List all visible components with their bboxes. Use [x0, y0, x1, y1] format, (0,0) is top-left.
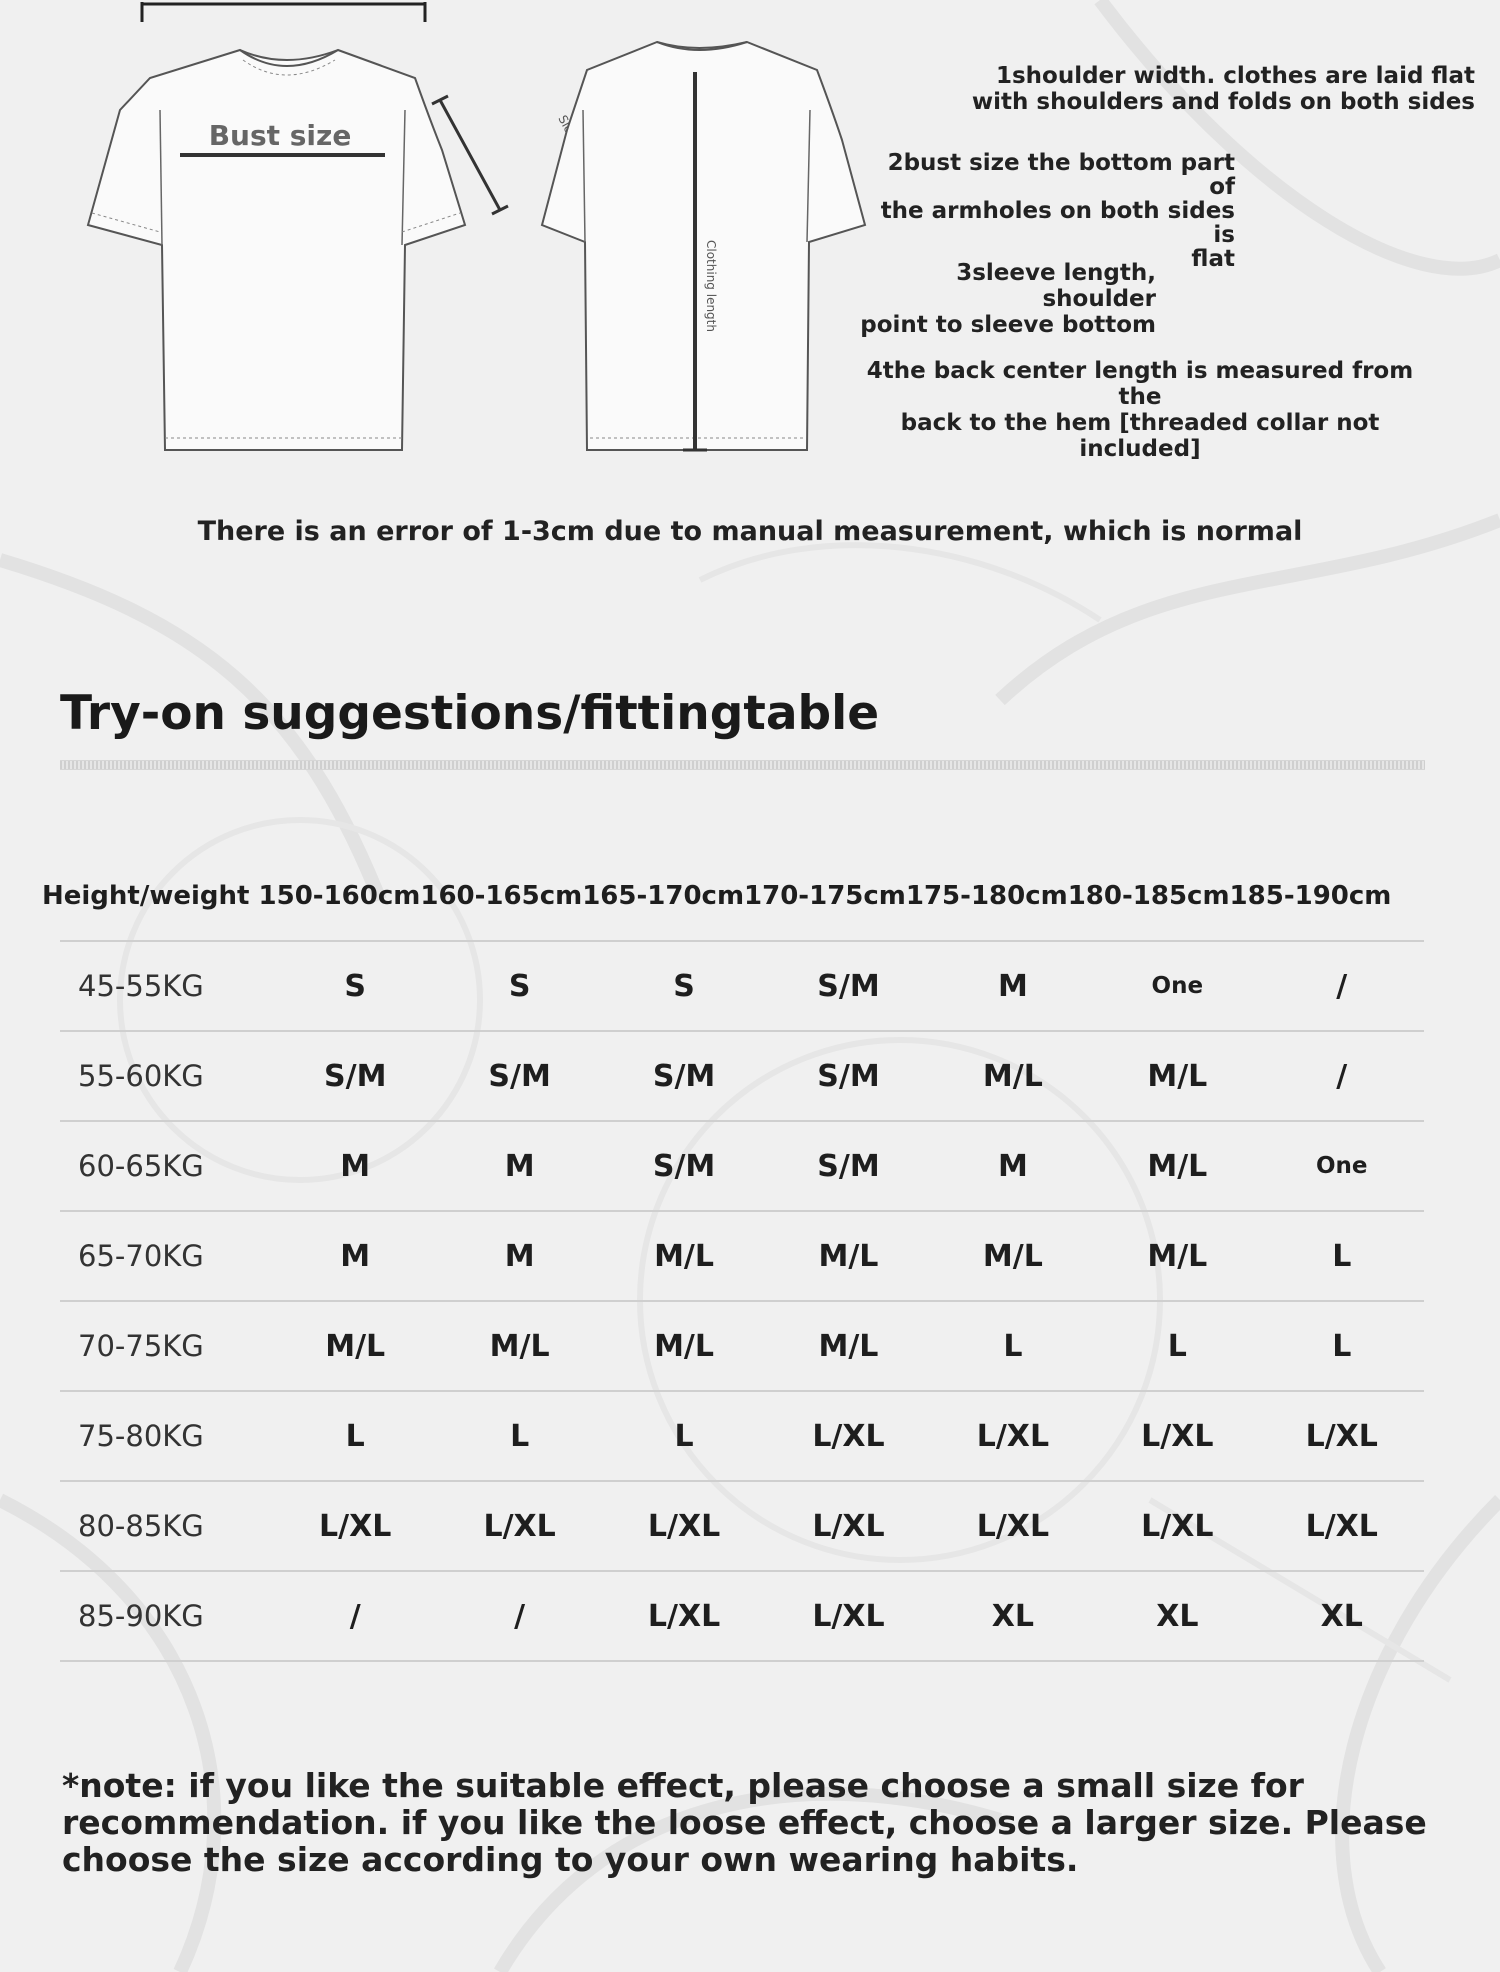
size-cell: XL [1095, 1571, 1259, 1661]
weight-cell: 75-80KG [60, 1391, 273, 1481]
footer-note-line: *note: if you like the suitable effect, please choose a small size for [62, 1766, 1304, 1805]
size-cell: M [931, 1121, 1095, 1211]
clothing-length-label: Clothing length [704, 240, 718, 332]
size-cell: M/L [1095, 1211, 1259, 1301]
size-cell: M/L [931, 1211, 1095, 1301]
note-line: point to sleeve bottom [860, 312, 1156, 338]
weight-cell: 80-85KG [60, 1481, 273, 1571]
note-line: the armholes on both sides is [880, 198, 1235, 248]
table-row [60, 941, 1424, 1031]
size-cell: L/XL [766, 1571, 930, 1661]
size-cell: / [437, 1571, 601, 1661]
note-bust [860, 151, 1235, 271]
section-divider [60, 760, 1425, 770]
front-shirt-diagram [80, 0, 520, 470]
weight-cell: 60-65KG [60, 1121, 273, 1211]
table-header: Height/weight 150-160cm160-165cm165-170cm170-175cm175-180cm180-185cm185-190cm [42, 881, 1392, 911]
size-cell: L/XL [1095, 1391, 1259, 1481]
size-cell: L/XL [931, 1481, 1095, 1571]
size-cell: XL [931, 1571, 1095, 1661]
note-sleeve [840, 260, 1156, 338]
back-shirt-diagram [535, 30, 875, 470]
note-line: 3sleeve length, shoulder [956, 260, 1156, 312]
size-cell: M/L [437, 1301, 601, 1391]
table-row [60, 1481, 1424, 1571]
weight-cell: 65-70KG [60, 1211, 273, 1301]
size-cell: M/L [931, 1031, 1095, 1121]
size-cell: L/XL [1095, 1481, 1259, 1571]
size-cell: L [1260, 1211, 1424, 1301]
size-cell: / [1260, 941, 1424, 1031]
size-cell: L/XL [273, 1481, 437, 1571]
note-line: 4the back center length is measured from the [866, 358, 1414, 410]
note-line: with shoulders and folds on both sides [971, 89, 1475, 115]
size-cell: M/L [273, 1301, 437, 1391]
size-cell: S/M [602, 1031, 766, 1121]
size-cell: M/L [602, 1301, 766, 1391]
size-cell: S/M [602, 1121, 766, 1211]
size-cell: S/M [273, 1031, 437, 1121]
weight-cell: 55-60KG [60, 1031, 273, 1121]
size-cell: L/XL [602, 1571, 766, 1661]
table-row [60, 1391, 1424, 1481]
note-line: flat [1191, 246, 1235, 272]
size-cell: / [273, 1571, 437, 1661]
bust-size-label: Bust size [208, 119, 352, 152]
size-cell: S [273, 941, 437, 1031]
size-cell: L [602, 1391, 766, 1481]
size-cell: M/L [766, 1301, 930, 1391]
table-row [60, 1571, 1424, 1661]
size-cell: M [273, 1211, 437, 1301]
size-cell: / [1260, 1031, 1424, 1121]
note-back-length [855, 358, 1425, 462]
size-cell: M [931, 941, 1095, 1031]
size-cell: XL [1260, 1571, 1424, 1661]
size-cell: M [273, 1121, 437, 1211]
size-cell: S/M [766, 941, 930, 1031]
footer-note-line: choose the size according to your own wearing habits. [62, 1840, 1079, 1879]
size-cell: L/XL [766, 1391, 930, 1481]
table-row [60, 1211, 1424, 1301]
size-cell: L/XL [766, 1481, 930, 1571]
size-cell: M/L [1095, 1031, 1259, 1121]
note-line: 2bust size the bottom part of [887, 150, 1235, 200]
size-cell: L/XL [1260, 1391, 1424, 1481]
error-note: There is an error of 1-3cm due to manual measurement, which is normal [197, 516, 1303, 547]
section-title: Try-on suggestions/fittingtable [60, 686, 880, 741]
size-cell: S/M [766, 1121, 930, 1211]
size-cell: S/M [766, 1031, 930, 1121]
size-cell: L [1095, 1301, 1259, 1391]
size-cell: M/L [766, 1211, 930, 1301]
size-cell: M/L [1095, 1121, 1259, 1211]
table-row [60, 1031, 1424, 1121]
footer-note [62, 1767, 1427, 1878]
size-cell: L/XL [931, 1391, 1095, 1481]
note-shoulder [930, 63, 1475, 115]
size-cell: One [1095, 941, 1259, 1031]
size-cell: L/XL [1260, 1481, 1424, 1571]
fitting-table [60, 940, 1424, 1662]
weight-cell: 70-75KG [60, 1301, 273, 1391]
size-cell: L [1260, 1301, 1424, 1391]
size-cell: L [931, 1301, 1095, 1391]
size-cell: S [437, 941, 601, 1031]
size-cell: S/M [437, 1031, 601, 1121]
weight-cell: 85-90KG [60, 1571, 273, 1661]
footer-note-line: recommendation. if you like the loose effect, choose a larger size. Please [62, 1803, 1427, 1842]
note-line: back to the hem [threaded collar not included] [900, 410, 1380, 462]
table-row [60, 1301, 1424, 1391]
table-row [60, 1121, 1424, 1211]
note-line: 1shoulder width. clothes are laid flat [995, 63, 1475, 89]
size-cell: S [602, 941, 766, 1031]
size-cell: M [437, 1121, 601, 1211]
size-cell: One [1260, 1121, 1424, 1211]
size-cell: M [437, 1211, 601, 1301]
size-cell: M/L [602, 1211, 766, 1301]
size-cell: L/XL [437, 1481, 601, 1571]
size-cell: L [437, 1391, 601, 1481]
size-cell: L [273, 1391, 437, 1481]
weight-cell: 45-55KG [60, 941, 273, 1031]
size-cell: L/XL [602, 1481, 766, 1571]
